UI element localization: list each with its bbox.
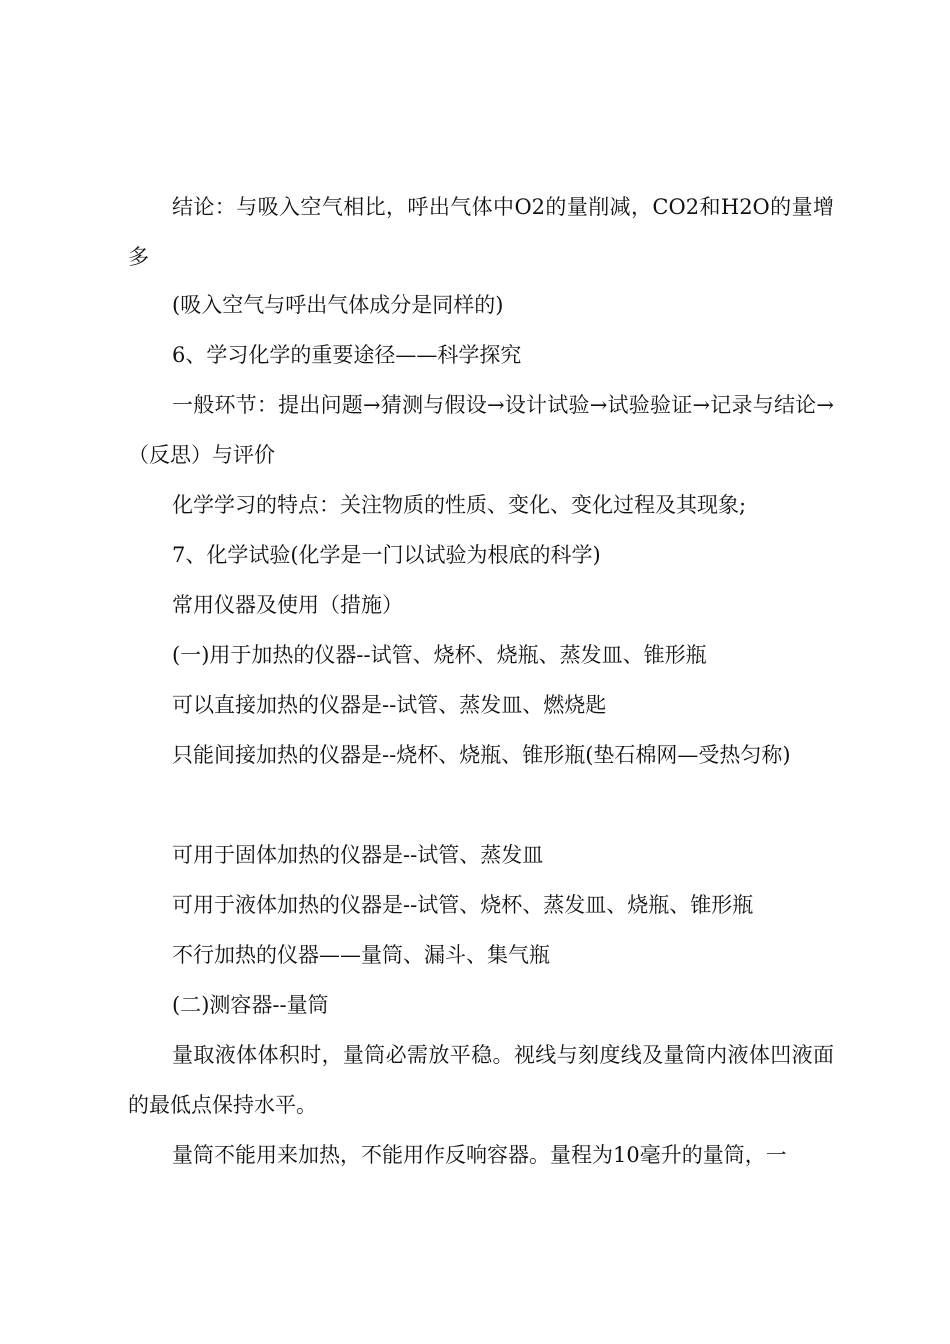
paragraph-heating-instruments: (一)用于加热的仪器--试管、烧杯、烧瓶、蒸发皿、锥形瓶 (172, 643, 707, 667)
paragraph-measuring: (二)测容器--量筒 (172, 993, 329, 1017)
paragraph-features: 化学学习的特点：关注物质的性质、变化、变化过程及其现象; (172, 493, 747, 517)
paragraph-direct-heating: 可以直接加热的仪器是--试管、蒸发皿、燃烧匙 (172, 693, 607, 717)
paragraph-measuring-method: 量取液体体积时，量筒必需放平稳。视线与刻度线及量筒内液体凹液面的最低点保持水平。 (128, 1043, 834, 1117)
paragraph-indirect-heating: 只能间接加热的仪器是--烧杯、烧瓶、锥形瓶(垫石棉网—受热匀称) (172, 743, 791, 767)
paragraph-instruments: 常用仪器及使用（措施） (172, 593, 403, 617)
paragraph-steps: 一般环节：提出问题→猜测与假设→设计试验→试验验证→记录与结论→（反思）与评价 (128, 393, 834, 467)
paragraph-solid-heating: 可用于固体加热的仪器是--试管、蒸发皿 (172, 843, 544, 867)
paragraph-note: (吸入空气与呼出气体成分是同样的) (172, 293, 504, 317)
paragraph-non-heating: 不行加热的仪器——量筒、漏斗、集气瓶 (172, 943, 550, 967)
paragraph-conclusion: 结论：与吸入空气相比，呼出气体中O2的量削减，CO2和H2O的量增多 (128, 195, 834, 269)
section-heading-7: 7、化学试验(化学是一门以试验为根底的科学) (172, 543, 601, 567)
paragraph-liquid-heating: 可用于液体加热的仪器是--试管、烧杯、蒸发皿、烧瓶、锥形瓶 (172, 893, 754, 917)
section-heading-6: 6、学习化学的重要途径——科学探究 (172, 343, 522, 367)
paragraph-measuring-caution: 量筒不能用来加热，不能用作反响容器。量程为10毫升的量筒，一 (172, 1143, 787, 1167)
